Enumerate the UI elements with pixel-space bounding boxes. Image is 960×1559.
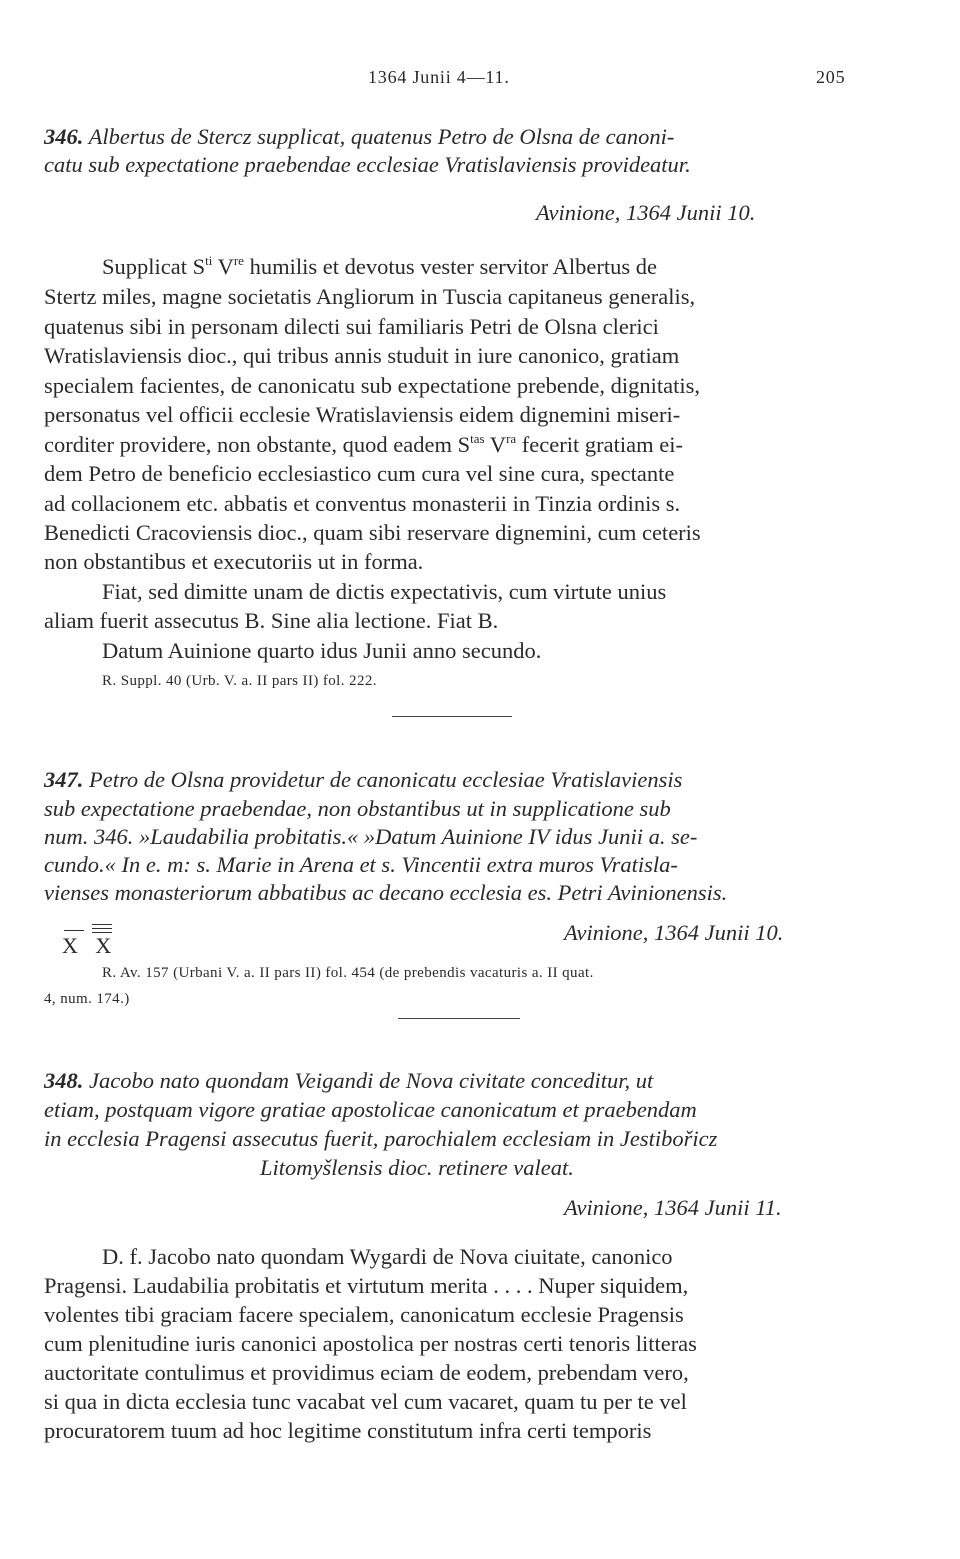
doc346-body-line-9: ad collacionem etc. abbatis et conventus monasterii in Tinzia ordinis s. (44, 491, 681, 516)
doc347-summary-line-5: vienses monasteriorum abbatibus ac decano ecclesia es. Petri Avinionensis. (44, 880, 728, 905)
section-divider-1 (392, 716, 512, 717)
doc346-number: 346. (44, 124, 84, 149)
doc348-summary-line-2: etiam, postquam vigore gratiae apostolicae canonicatum et praebendam (44, 1097, 697, 1122)
doc347-summary-line-3: num. 346. »Laudabilia probitatis.« »Datum Auinione IV idus Junii a. se- (44, 824, 698, 849)
doc346-body-line-7: corditer providere, non obstante, quod eadem $S^{tas}$ $V^{ra}$ fecerit gratiam ei- (44, 431, 683, 457)
doc346-body-line-1: Supplicat $S^{ti}$ Vre humilis et devotus vester servitor Albertus de (102, 253, 658, 279)
doc348-body-line-5: auctoritate contulimus et providimus eciam de eodem, prebendam vero, (44, 1360, 689, 1385)
doc346-body-line-6: personatus vel officii ecclesie Wratislaviensis eidem dignemini miseri- (44, 402, 681, 427)
doc347-summary-line-2: sub expectatione praebendae, non obstantibus ut in supplicatione sub (44, 796, 671, 821)
doc346-place-date: Avinione, 1364 Junii 10. (536, 200, 756, 225)
doc348-place-date: Avinione, 1364 Junii 11. (564, 1195, 782, 1220)
doc347-number: 347. (44, 767, 84, 792)
editorial-mark: X X (62, 922, 126, 956)
doc346-body-line-10: Benedicti Cracoviensis dioc., quam sibi reservare dignemini, cum ceteris (44, 520, 701, 545)
doc348-body-line-1: D. f. Jacobo nato quondam Wygardi de Nova ciuitate, canonico (102, 1244, 673, 1269)
doc347-place-date: Avinione, 1364 Junii 10. (564, 920, 784, 945)
running-title: 1364 Junii 4—11. (368, 67, 510, 87)
doc347-summary-line-4: cundo.« In e. m: s. Marie in Arena et s. Vincentii extra muros Vratisla- (44, 852, 678, 877)
doc346-body-line-3: quatenus sibi in personam dilecti sui familiaris Petri de Olsna clerici (44, 314, 659, 339)
doc346-body-line-12: Fiat, sed dimitte unam de dictis expectativis, cum virtute unius (102, 579, 667, 604)
doc348-number: 348. (44, 1068, 84, 1093)
doc346-summary-line-2: catu sub expectatione praebendae ecclesiae Vratislaviensis provideatur. (44, 152, 691, 177)
doc346-body-line-8: dem Petro de beneficio ecclesiastico cum cura vel sine cura, spectante (44, 461, 675, 486)
doc346-body-line-13: aliam fuerit assecutus B. Sine alia lectione. Fiat B. (44, 608, 499, 633)
page-number: 205 (816, 67, 846, 87)
doc346-body-line-2: Stertz miles, magne societatis Angliorum in Tuscia capitaneus generalis, (44, 284, 696, 309)
doc346-body-line-11: non obstantibus et executoriis ut in forma. (44, 549, 424, 574)
doc348-body-line-7: procuratorem tuum ad hoc legitime constitutum infra certi temporis (44, 1418, 652, 1443)
doc348-summary-line-4: Litomyšlensis dioc. retinere valeat. (260, 1155, 574, 1180)
doc346-body-line-14: Datum Auinione quarto idus Junii anno secundo. (102, 638, 542, 663)
doc346-body-line-4: Wratislaviensis dioc., qui tribus annis studuit in iure canonico, gratiam (44, 343, 680, 368)
doc346-summary-line-1: 346. Albertus de Stercz supplicat, quatenus Petro de Olsna de canoni- (44, 124, 675, 149)
doc346-source: R. Suppl. 40 (Urb. V. a. II pars II) fol. 222. (102, 673, 377, 689)
doc348-summary-line-1: 348. Jacobo nato quondam Veigandi de Nova civitate conceditur, ut (44, 1068, 654, 1093)
doc347-source-line-2: 4, num. 174.) (44, 991, 130, 1007)
doc348-body-line-4: cum plenitudine iuris canonici apostolica per nostras certi tenoris litteras (44, 1331, 697, 1356)
doc348-summary-line-3: in ecclesia Pragensi assecutus fuerit, parochialem ecclesiam in Jestibořicz (44, 1126, 718, 1151)
doc347-summary-line-1: 347. Petro de Olsna providetur de canonicatu ecclesiae Vratislaviensis (44, 767, 683, 792)
doc348-body-line-2: Pragensi. Laudabilia probitatis et virtutum merita . . . . Nuper siquidem, (44, 1273, 689, 1298)
section-divider-2 (398, 1018, 520, 1019)
doc348-body-line-3: volentes tibi graciam facere specialem, canonicatum ecclesie Pragensis (44, 1302, 684, 1327)
doc346-body-line-5: specialem facientes, de canonicatu sub expectatione prebende, dignitatis, (44, 373, 700, 398)
doc347-source-line-1: R. Av. 157 (Urbani V. a. II pars II) fol. 454 (de prebendis vacaturis a. II quat. (102, 965, 594, 981)
doc348-body-line-6: si qua in dicta ecclesia tunc vacabat vel cum vacaret, quam tu per te vel (44, 1389, 687, 1414)
